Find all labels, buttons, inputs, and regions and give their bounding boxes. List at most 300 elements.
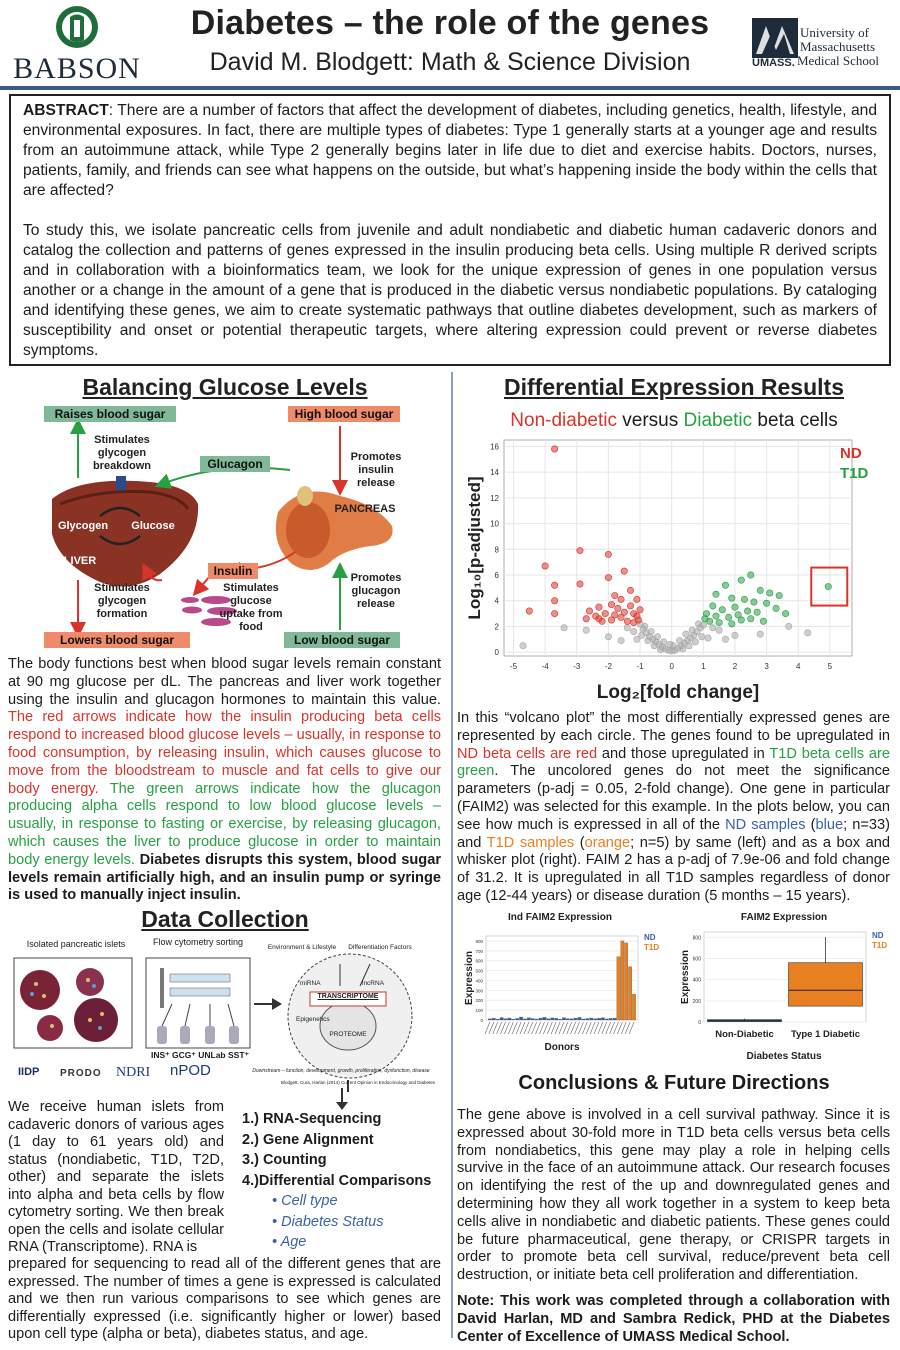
- barplot-y-tick: 200: [475, 998, 483, 1004]
- volcano-point-t1d: [729, 595, 735, 601]
- barplot-x-tick: [613, 1022, 618, 1034]
- x-tick-label: -2: [604, 662, 612, 671]
- citation-caption: Blodgett, Cura, Harlan (2014) Current Opinion in Endocrinology and Diabetes: [280, 1080, 436, 1085]
- glycogen-label: Glycogen: [57, 520, 109, 532]
- poster-title: Diabetes – the role of the genes: [190, 4, 710, 42]
- barplot-bar-t1d: [629, 967, 632, 1020]
- volcano-point-ns: [689, 627, 695, 633]
- barplot-y-tick: 800: [475, 938, 483, 944]
- volcano-point-ns: [716, 627, 722, 633]
- barplot-bar-nd: [613, 1018, 616, 1020]
- glucose-text-red: The red arrows indicate how the insulin producing beta cells respond to increased blood glucose levels – usually, in response to food consumption, by releasing insulin, which causes glucose to move from the bloodstream to muscle and fat cells to give our body energy.: [8, 709, 441, 797]
- abstract-text-1: : There are a number of factors that affect the development of diabetes, including genetics, health, lifestyle, and environmental exposures. In fact, there are multiple types of diabetes: Type 1 generally starts at a younger age and results from an autoimmune attack, while Type 2 generally begins later in life due to diet and exercise habits. Doctors, nurses, patients, family, and friends can see what happens on the outside, but what’s happening inside the body within the cells that are affected?: [23, 102, 877, 199]
- volcano-point-nd: [637, 607, 643, 613]
- volcano-point-ns: [634, 636, 640, 642]
- data-collection-heading: Data Collection: [141, 906, 309, 932]
- epigenetics-label: Epigenetics: [296, 1016, 330, 1023]
- volcano-point-ns: [651, 643, 657, 649]
- volcano-point-t1d: [776, 592, 782, 598]
- results-heading: Differential Expression Results: [504, 374, 844, 400]
- conclusions-text: The gene above is involved in a cell survival pathway. Since it is expressed about 30-fold more in T1D beta cells versus beta cells from nondiabetics, this gene may play a role in helping cells survive in the face of an autoimmune attack. Our research focuses on identifying the rest of the up and downregulated genes and determining how they all work together in a system to keep beta cells alive in nondiabetic and diabetic patients. These genes could be future pharmaceutical, gene therapy, or CRISPR targets in order to promote beta cell survival, reduce/prevent beta cell destruction, or initiate beta cell proliferation and differentiation.: [457, 1107, 890, 1284]
- umass-wordmark: UMASS.: [752, 57, 795, 69]
- volcano-point-t1d: [825, 583, 831, 589]
- barplot-x-tick: [489, 1022, 494, 1034]
- umass-shield-icon: [752, 18, 802, 60]
- glucose-text: [8, 656, 441, 905]
- results-text-segment: ; n=5) by same (left) and as a box and whisker plot (right). FAIM 2 has a p-adj of 7.9e-06 and fold change of 31.2. It is upregulated in all T1D samples regardless of donor age (12-44 years) or disease duration (5 months – 15 years).: [457, 834, 891, 904]
- barplot-x-tick: [625, 1022, 630, 1034]
- downstream-caption: Downstream – function, development, growth, proliferation, dysfunction, disease: [252, 1068, 430, 1074]
- y-tick-label: 6: [494, 571, 499, 580]
- barplot-x-tick: [536, 1022, 541, 1034]
- step-counting: 3.) Counting: [242, 1152, 327, 1168]
- barplot-bar-nd: [574, 1018, 577, 1020]
- volcano-point-t1d: [782, 610, 788, 616]
- results-text-segment: ND beta cells are red: [457, 745, 598, 762]
- barplot-x-tick: [532, 1022, 537, 1034]
- barplot-x-tick: [602, 1022, 607, 1034]
- glucose-text-green: The green arrows indicate how the glucagon producing alpha cells respond to low blood glucose levels – usually, in response to fasting or exercise, by releasing glucagon, which causes the liver to produce glucose in order to maintain body energy levels.: [8, 780, 441, 868]
- volcano-point-ns: [561, 625, 567, 631]
- babson-wordmark: BABSON: [13, 52, 141, 85]
- barplot-y-tick: 300: [475, 988, 483, 994]
- volcano-point-ns: [680, 646, 686, 652]
- barplot-bar-t1d: [632, 994, 635, 1020]
- volcano-point-ns: [699, 634, 705, 640]
- barplot-bar-nd: [558, 1019, 561, 1020]
- glucose-text-intro: The body functions best when blood sugar levels remain constant at 90 mg glucose per dL. The pancreas and liver work together using the insulin and glucagon hormones to maintain this value.: [8, 656, 441, 708]
- x-tick-label: 4: [795, 662, 801, 671]
- volcano-point-nd: [608, 601, 614, 607]
- y-tick-label: 4: [494, 596, 499, 606]
- barplot-x-tick: [590, 1022, 595, 1034]
- expression-boxplot: [676, 906, 892, 1064]
- barplot-bar-nd: [527, 1018, 530, 1020]
- volcano-point-ns: [583, 627, 589, 633]
- volcano-point-t1d: [741, 596, 747, 602]
- steps-arrow: [334, 1088, 350, 1112]
- x-tick-label: 3: [764, 662, 769, 671]
- volcano-point-nd: [627, 603, 633, 609]
- x-tick-label: -1: [636, 662, 644, 671]
- mirna-label: miRNA: [300, 980, 321, 987]
- insulin-label: Insulin: [208, 563, 258, 579]
- x-tick-label: -4: [541, 662, 549, 671]
- results-text-segment: . The uncolored genes do not meet the significance parameters (p-adj = 0.05, 2-fold change). One gene in particular (FAIM2) was selected for this example. In the plots below, you can see how much is expressed in all of the: [457, 763, 890, 833]
- volcano-point-nd: [635, 617, 641, 623]
- conclusions-heading: Conclusions & Future Directions: [518, 1072, 830, 1094]
- subtitle-end: beta cells: [752, 410, 838, 431]
- y-tick-label: 8: [494, 545, 499, 555]
- proteome-label: PROTEOME: [329, 1031, 367, 1038]
- barplot-bar-nd: [504, 1019, 507, 1020]
- header-rule: [0, 86, 900, 90]
- volcano-point-t1d: [713, 591, 719, 597]
- volcano-point-nd: [624, 618, 630, 624]
- results-text-segment: (: [574, 834, 585, 851]
- volcano-point-nd: [612, 592, 618, 598]
- results-text-segment: ; n=33) and: [457, 816, 890, 851]
- volcano-point-ns: [645, 637, 651, 643]
- barplot-bar-nd: [523, 1019, 526, 1020]
- volcano-point-ns: [732, 632, 738, 638]
- results-text-segment: ND samples: [725, 816, 806, 833]
- analysis-steps: [242, 1109, 447, 1253]
- volcano-point-nd: [634, 596, 640, 602]
- barplot-bar-nd: [597, 1018, 600, 1020]
- barplot-x-tick: [598, 1022, 603, 1034]
- volcano-point-nd: [612, 612, 618, 618]
- barplot-x-label: Donors: [544, 1042, 580, 1053]
- legend-nd: ND: [840, 445, 862, 462]
- barplot-bar-nd: [512, 1019, 515, 1020]
- barplot-x-tick: [578, 1022, 583, 1034]
- volcano-point-ns: [695, 621, 701, 627]
- volcano-point-ns: [757, 631, 763, 637]
- subtitle-versus: versus: [616, 410, 684, 431]
- boxplot-category-label: Non-Diabetic: [715, 1029, 774, 1040]
- volcano-point-t1d: [744, 608, 750, 614]
- barplot-bar-nd: [551, 1018, 554, 1020]
- boxplot-y-tick: 600: [692, 956, 701, 963]
- x-tick-label: 5: [827, 662, 833, 671]
- volcano-point-ns: [657, 646, 663, 652]
- individual-expression-barplot: [458, 906, 678, 1056]
- barplot-x-tick: [575, 1022, 580, 1034]
- boxplot-category-label: Type 1 Diabetic: [791, 1029, 860, 1040]
- volcano-point-nd: [551, 446, 557, 452]
- barplot-bar-nd: [539, 1018, 542, 1020]
- volcano-point-ns: [654, 634, 660, 640]
- barplot-y-tick: 400: [475, 978, 483, 984]
- barplot-bar-nd: [488, 1019, 491, 1020]
- y-tick-label: 0: [494, 648, 499, 658]
- volcano-point-ns: [686, 643, 692, 649]
- barplot-bar-nd: [519, 1017, 522, 1020]
- barplot-bar-nd: [593, 1019, 596, 1020]
- volcano-point-t1d: [738, 577, 744, 583]
- logo-ndri: NDRI: [116, 1065, 151, 1080]
- volcano-point-t1d: [757, 587, 763, 593]
- promotes-glucagon-text: Promotes glucagon release: [350, 572, 402, 610]
- volcano-point-ns: [661, 639, 667, 645]
- volcano-point-ns: [786, 623, 792, 629]
- barplot-bar-nd: [601, 1018, 604, 1020]
- barplot-x-tick: [539, 1022, 544, 1034]
- glucose-heading: Balancing Glucose Levels: [82, 374, 368, 400]
- volcano-point-nd: [596, 604, 602, 610]
- barplot-x-tick: [610, 1022, 615, 1034]
- barplot-x-tick: [629, 1022, 634, 1034]
- volcano-point-nd: [551, 610, 557, 616]
- barplot-bar-nd: [566, 1019, 569, 1020]
- volcano-point-t1d: [763, 600, 769, 606]
- barplot-bar-nd: [609, 1018, 612, 1020]
- y-tick-label: 2: [494, 622, 499, 632]
- poster-author: David M. Blodgett: Math & Science Division: [209, 48, 691, 76]
- volcano-point-ns: [605, 634, 611, 640]
- substep-diabetes-status: • Diabetes Status: [272, 1213, 384, 1230]
- volcano-point-nd: [551, 582, 557, 588]
- volcano-point-ns: [642, 623, 648, 629]
- abstract-paragraph-1: [23, 101, 877, 201]
- umass-line-3: Medical School: [797, 53, 879, 68]
- barplot-bar-nd: [605, 1019, 608, 1020]
- pancreas-label: PANCREAS: [334, 503, 396, 515]
- volcano-point-ns: [648, 628, 654, 634]
- barplot-x-tick: [555, 1022, 560, 1034]
- substep-cell-type: • Cell type: [272, 1193, 338, 1209]
- volcano-plot: [454, 434, 894, 706]
- barplot-bar-nd: [586, 1019, 589, 1020]
- barplot-y-tick: 100: [475, 1008, 483, 1014]
- barplot-legend-nd: ND: [644, 933, 656, 942]
- stimulates-uptake-text: Stimulates glucose uptake from food: [219, 582, 283, 633]
- volcano-point-ns: [520, 643, 526, 649]
- barplot-x-tick: [528, 1022, 533, 1034]
- barplot-x-tick: [493, 1022, 498, 1034]
- barplot-bar-nd: [500, 1018, 503, 1020]
- barplot-bar-nd: [535, 1019, 538, 1020]
- y-axis-label: Log₁₀[p-adjusted]: [465, 476, 484, 620]
- boxplot-y-tick: 800: [692, 935, 701, 942]
- barplot-bar-nd: [555, 1018, 558, 1020]
- volcano-point-ns: [631, 628, 637, 634]
- logo-prodo: PRODO: [60, 1068, 102, 1079]
- boxplot-y-tick: 400: [692, 977, 701, 984]
- volcano-point-nd: [627, 587, 633, 593]
- volcano-point-ns: [667, 641, 673, 647]
- abstract-paragraph-2: To study this, we isolate pancreatic cells from juvenile and adult nondiabetic and diabetic human cadaveric donors and catalog the collection and patterns of genes expressed in the insulin producing beta cells. Using multiple R derived scripts and in collaboration with a bioinformatics team, we look for the unique expression of genes in one population versus another or a change in the amount of a gene that is produced in the diabetic versus nondiabetic populations. By cataloging and identifying these genes, we aim to create systematic pathways that outline diabetes development, such as markers of susceptibility and onset or potential therapeutic targets, where altering expression could prevent or reverse diabetes symptoms.: [23, 222, 877, 359]
- volcano-point-t1d: [702, 616, 708, 622]
- umass-line-1: University of: [800, 25, 869, 40]
- volcano-point-ns: [805, 630, 811, 636]
- barplot-title: Ind FAIM2 Expression: [508, 912, 612, 923]
- boxplot-y-label: Expression: [680, 950, 691, 1004]
- volcano-point-nd: [621, 568, 627, 574]
- volcano-point-nd: [551, 598, 557, 604]
- volcano-subtitle: [454, 410, 894, 432]
- volcano-point-nd: [596, 616, 602, 622]
- raises-blood-sugar-label: Raises blood sugar: [44, 406, 176, 422]
- barplot-x-tick: [582, 1022, 587, 1034]
- volcano-point-t1d: [729, 621, 735, 627]
- barplot-x-tick: [617, 1022, 622, 1034]
- boxplot-title: FAIM2 Expression: [740, 912, 828, 923]
- x-tick-label: -5: [509, 662, 518, 671]
- volcano-point-ns: [705, 635, 711, 641]
- volcano-point-t1d: [748, 616, 754, 622]
- barplot-bar-t1d: [617, 957, 620, 1020]
- barplot-bar-nd: [570, 1019, 573, 1020]
- barplot-bar-nd: [508, 1018, 511, 1020]
- step-rna-seq: 1.) RNA-Sequencing: [242, 1111, 382, 1127]
- sort-labels: INS⁺ GCG⁺ UNLab SST⁺: [151, 1050, 249, 1060]
- results-text-segment: In this “volcano plot” the most differentially expressed genes are represented by each circle. The genes found to be upregulated in: [457, 710, 890, 744]
- substep-age: • Age: [272, 1234, 307, 1250]
- volcano-point-t1d: [773, 605, 779, 611]
- volcano-point-t1d: [716, 619, 722, 625]
- volcano-point-t1d: [738, 617, 744, 623]
- barplot-x-tick: [520, 1022, 525, 1034]
- volcano-point-ns: [624, 625, 630, 631]
- abstract-label: ABSTRACT: [23, 102, 109, 119]
- glucagon-label: Glucagon: [200, 456, 270, 472]
- barplot-x-tick: [567, 1022, 572, 1034]
- volcano-point-nd: [586, 608, 592, 614]
- volcano-point-ns: [683, 631, 689, 637]
- y-tick-label: 12: [490, 493, 499, 503]
- volcano-point-nd: [583, 616, 589, 622]
- data-collection-text-full: prepared for sequencing to read all of the different genes that are expressed. The number of times a gene is expressed is calculated and we then run various comparisons to see which genes are differentially expressed (i.e. significantly higher or lower) based upon cell type (alpha or beta), diabetes status, and age.: [8, 1256, 441, 1342]
- environment-caption: Environment & Lifestyle: [267, 944, 337, 951]
- lncrna-label: lncRNA: [362, 980, 385, 987]
- barplot-x-tick: [501, 1022, 506, 1034]
- barplot-bar-nd: [590, 1018, 593, 1020]
- column-divider: [451, 372, 453, 1338]
- flow-cytometry-caption: Flow cytometry sorting: [152, 937, 244, 947]
- volcano-point-nd: [618, 614, 624, 620]
- barplot-legend-t1d: T1D: [644, 943, 660, 952]
- umass-name: [797, 25, 879, 68]
- volcano-point-ns: [710, 625, 716, 631]
- barplot-bar-nd: [578, 1017, 581, 1020]
- volcano-point-ns: [676, 637, 682, 643]
- volcano-point-t1d: [760, 618, 766, 624]
- x-tick-label: 0: [669, 662, 674, 671]
- barplot-x-tick: [485, 1022, 490, 1034]
- barplot-x-tick: [543, 1022, 548, 1034]
- volcano-point-t1d: [748, 572, 754, 578]
- results-text-segment: (: [805, 816, 816, 833]
- x-tick-label: 1: [701, 662, 706, 671]
- barplot-bar-nd: [543, 1017, 546, 1020]
- barplot-x-tick: [586, 1022, 591, 1034]
- stimulates-formation-text: Stimulates glycogen formation: [94, 582, 150, 620]
- boxplot-y-tick: 0: [698, 1020, 701, 1026]
- liver-label: LIVER: [63, 555, 97, 567]
- step-alignment: 2.) Gene Alignment: [242, 1131, 374, 1148]
- step-comparisons: 4.)Differential Comparisons: [242, 1172, 432, 1189]
- barplot-x-tick: [524, 1022, 529, 1034]
- low-blood-sugar-label: Low blood sugar: [284, 632, 400, 648]
- abstract-box: [9, 94, 891, 366]
- barplot-x-tick: [571, 1022, 576, 1034]
- subtitle-nondiabetic: Non-diabetic: [510, 410, 617, 431]
- results-text-segment: T1D samples: [486, 834, 575, 851]
- volcano-point-nd: [577, 547, 583, 553]
- barplot-x-tick: [559, 1022, 564, 1034]
- volcano-point-t1d: [767, 590, 773, 596]
- babson-logo: [0, 0, 155, 86]
- boxplot-legend-t1d: T1D: [872, 941, 888, 950]
- barplot-x-tick: [504, 1022, 509, 1034]
- barplot-bar-nd: [547, 1019, 550, 1020]
- results-text-segment: orange: [584, 834, 631, 851]
- glucose-diagram: [40, 404, 410, 650]
- barplot-y-label: Expression: [464, 951, 475, 1005]
- volcano-point-nd: [542, 563, 548, 569]
- results-text: [457, 710, 890, 906]
- volcano-point-nd: [526, 608, 532, 614]
- volcano-point-nd: [615, 605, 621, 611]
- barplot-x-tick: [621, 1022, 626, 1034]
- collaboration-note: Note: This work was completed through a collaboration with David Harlan, MD and Sambra Redick, PHD at the Diabetes Center of Excellence of UMASS Medical School.: [457, 1293, 890, 1345]
- babson-tree-icon: [0, 0, 155, 56]
- boxplot-x-label: Diabetes Status: [746, 1051, 822, 1062]
- results-text-segment: blue: [815, 816, 844, 833]
- volcano-point-nd: [618, 596, 624, 602]
- x-tick-label: -3: [573, 662, 581, 671]
- volcano-point-ns: [618, 637, 624, 643]
- barplot-x-tick: [594, 1022, 599, 1034]
- barplot-y-tick: 600: [475, 958, 483, 964]
- barplot-area: [486, 936, 638, 1020]
- barplot-x-tick: [547, 1022, 552, 1034]
- barplot-bar-nd: [582, 1019, 585, 1020]
- legend-t1d: T1D: [840, 465, 869, 482]
- logo-iidp: IIDP: [18, 1066, 40, 1078]
- x-axis-label: Log₂[fold change]: [596, 682, 760, 703]
- subtitle-diabetic: Diabetic: [683, 410, 753, 431]
- barplot-x-tick: [497, 1022, 502, 1034]
- isolated-islets-caption: Isolated pancreatic islets: [26, 939, 126, 949]
- volcano-point-t1d: [732, 604, 738, 610]
- volcano-point-t1d: [751, 599, 757, 605]
- results-text-segment: T1D beta cells are green: [457, 745, 890, 780]
- lowers-blood-sugar-label: Lowers blood sugar: [44, 632, 190, 648]
- volcano-point-t1d: [722, 582, 728, 588]
- x-tick-label: 2: [732, 662, 738, 671]
- transcriptome-label: TRANSCRIPTOME: [317, 993, 379, 1000]
- data-collection-text-narrow: We receive human islets from cadaveric donors of various ages (1 day to 61 years old) and status (nondiabetic, T1D, T2D, other) and separate the islets into alpha and beta cells by flow cytometry sorting. We then break open the cells and isolate cellular RNA (Transcriptome). RNA is: [8, 1099, 224, 1255]
- boxplot-y-tick: 200: [692, 998, 701, 1005]
- stimulates-breakdown-text: Stimulates glycogen breakdown: [92, 434, 152, 472]
- barplot-x-tick: [512, 1022, 517, 1034]
- barplot-x-tick: [563, 1022, 568, 1034]
- barplot-x-tick: [606, 1022, 611, 1034]
- volcano-point-t1d: [754, 609, 760, 615]
- volcano-point-t1d: [713, 613, 719, 619]
- logo-npod: nPOD: [170, 1062, 211, 1079]
- volcano-point-nd: [605, 574, 611, 580]
- data-collection-diagram: [10, 934, 444, 1094]
- glucose-text-bold: Diabetes disrupts this system, blood sugar levels remain artificially high, and an insulin pump or syringe is used to manually inject insulin.: [8, 851, 441, 904]
- differentiation-caption: Differentiation Factors: [348, 944, 412, 951]
- results-text-segment: and those upregulated in: [597, 745, 770, 762]
- y-tick-label: 10: [490, 519, 499, 529]
- barplot-bar-t1d: [621, 941, 624, 1020]
- volcano-point-ns: [722, 636, 728, 642]
- volcano-point-ns: [692, 639, 698, 645]
- volcano-point-t1d: [710, 603, 716, 609]
- umass-line-2: Massachusetts: [800, 39, 876, 54]
- boxplot-box-t1d: [789, 963, 863, 1006]
- volcano-point-t1d: [719, 607, 725, 613]
- barplot-x-tick: [516, 1022, 521, 1034]
- barplot-bar-nd: [562, 1018, 565, 1020]
- high-blood-sugar-label: High blood sugar: [288, 406, 400, 422]
- volcano-point-nd: [577, 581, 583, 587]
- boxplot-legend-nd: ND: [872, 931, 884, 940]
- barplot-x-tick: [551, 1022, 556, 1034]
- barplot-bar-nd: [516, 1018, 519, 1020]
- barplot-bar-nd: [496, 1019, 499, 1020]
- glucose-label: Glucose: [131, 520, 175, 532]
- barplot-bar-nd: [492, 1018, 495, 1020]
- y-tick-label: 14: [490, 468, 499, 478]
- barplot-y-tick: 500: [475, 968, 483, 974]
